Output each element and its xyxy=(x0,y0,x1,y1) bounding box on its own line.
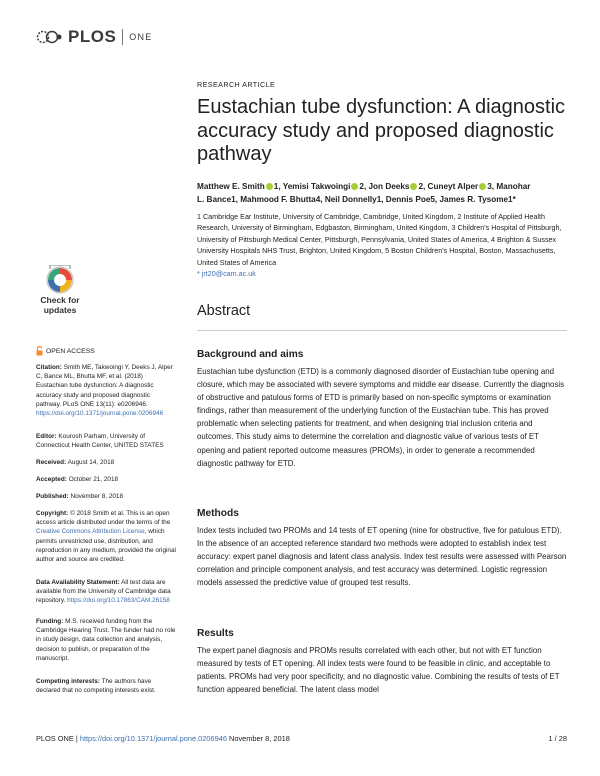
section-text-background: Eustachian tube dysfunction (ETD) is a commonly diagnosed disorder of Eustachian tube opening and closure, which may be associated with severe symptoms and middle ear disease. Currently the diagnosis of obstructive and patulous forms of ETD is primarily based on non-specific symptoms or examination findings, rather than measurement of the underlying function of the Eustachian tube. This has proved problematic when selecting patients for treatment, and when designing trial inclusion criteria and outcomes. This study aims to determine the correlation and diagnostic value of various tests of ET opening and patient reported outcome measures (PROMs), in order to generate a recommended diagnostic pathway for ETD. xyxy=(197,367,565,468)
received-label: Received: xyxy=(36,459,67,466)
accepted-label: Accepted: xyxy=(36,476,67,483)
section-text-results: The expert panel diagnosis and PROMs results correlated with each other, but not with ET function measured by tests of ET opening. All index tests were found to be feasible in clinic, and acceptable to patients. PROMs had very poor specificity, and no diagnostic value. Combining the results of tests of ET function appeared beneficial. The latent class model xyxy=(197,646,560,695)
authors-part-3: 2, Jon Deeks xyxy=(359,182,410,191)
footer-doi-link[interactable]: https://doi.org/10.1371/journal.pone.0206946 xyxy=(79,734,227,743)
funding-block xyxy=(36,617,176,663)
copyright-text-2: , which permits unrestricted use, distribution, and reproduction in any medium, provided the original author and source are credited. xyxy=(36,528,176,564)
page-number: 1 / 28 xyxy=(548,734,567,743)
open-access-text: OPEN ACCESS xyxy=(46,347,95,355)
funding-text: M.S. received funding from the Cambridge Hearing Trust. The funder had no role in study design, data collection and analysis, decision to publish, or preparation of the manuscript. xyxy=(36,618,176,662)
editor-block xyxy=(36,432,176,450)
authors-part-4: 2, Cuneyt Alper xyxy=(418,182,479,191)
abstract-divider xyxy=(197,330,567,331)
logo-journal: ONE xyxy=(129,32,153,42)
check-for-updates-badge[interactable] xyxy=(36,265,84,313)
plos-one-logo xyxy=(36,26,152,48)
editor-label: Editor: xyxy=(36,433,57,440)
orcid-icon[interactable] xyxy=(479,183,486,190)
section-heading-results: Results xyxy=(197,628,234,639)
editor-text: Kourosh Parham, University of Connecticut Health Center, UNITED STATES xyxy=(36,433,164,450)
accepted-block xyxy=(36,475,176,484)
published-block xyxy=(36,492,176,501)
article-type: RESEARCH ARTICLE xyxy=(197,80,276,89)
footer-citation xyxy=(36,734,290,743)
copyright-text-1: © 2018 Smith et al. This is an open access article distributed under the terms of the xyxy=(36,510,171,527)
footer-journal: PLOS ONE xyxy=(36,734,74,743)
cc-license-link[interactable]: Creative Commons Attribution License xyxy=(36,528,145,536)
received-date: August 14, 2018 xyxy=(67,459,115,466)
competing-interests-text: The authors have declared that no competing interests exist. xyxy=(36,678,156,695)
article-title: Eustachian tube dysfunction: A diagnostic accuracy study and proposed diagnostic pathway xyxy=(197,96,566,165)
plos-rings-icon xyxy=(36,26,64,48)
authors-part-2: 1, Yemisi Takwoingi xyxy=(273,182,351,191)
open-access-label xyxy=(36,346,95,356)
section-text-methods: Index tests included two PROMs and 14 tests of ET opening (nine for obstructive, five for patulous ETD). In the absence of an accepted reference standard two methods were adopted to establish index test accuracy: expert panel diagnosis and latent class analysis. Index test results were assessed with Pearson correlation and principle component analysis, and test accuracy was determined. Logistic regression models assessed the predictive value of grouped test results. xyxy=(197,526,567,588)
check-for-label: Check for xyxy=(40,295,80,305)
open-lock-icon xyxy=(36,346,43,356)
data-availability-label: Data Availability Statement: xyxy=(36,579,120,586)
accepted-date: October 21, 2018 xyxy=(68,476,119,483)
published-date: November 8, 2018 xyxy=(70,493,124,500)
received-block xyxy=(36,458,176,467)
footer-separator: | xyxy=(75,734,78,743)
citation-block xyxy=(36,363,176,418)
copyright-label: Copyright: xyxy=(36,510,69,517)
section-heading-background: Background and aims xyxy=(197,349,304,360)
updates-label: updates xyxy=(43,305,77,315)
competing-interests-block xyxy=(36,677,176,695)
published-label: Published: xyxy=(36,493,69,500)
authors-part-1: Matthew E. Smith xyxy=(197,182,265,191)
data-availability-block xyxy=(36,578,176,606)
citation-text: Smith ME, Takwoingi Y, Deeks J, Alper C, Bance ML, Bhutta MF, et al. (2018) Eustachian tube dysfunction: A diagnostic accuracy study and proposed diagnostic pathway. PLoS ONE 13(11): e0206946. xyxy=(36,364,173,408)
corresponding-email-link[interactable]: * jrt20@cam.ac.uk xyxy=(197,269,256,278)
authors-part-5: 3, Manohar xyxy=(487,182,531,191)
authors-line-2: L. Bance1, Mahmood F. Bhutta4, Neil Donnelly1, Dennis Poe5, James R. Tysome1* xyxy=(197,194,516,204)
funding-label: Funding: xyxy=(36,618,64,625)
citation-doi-link[interactable]: https://doi.org/10.1371/journal.pone.0206946 xyxy=(36,410,164,418)
logo-separator xyxy=(122,29,123,45)
abstract-heading: Abstract xyxy=(197,303,251,319)
section-heading-methods: Methods xyxy=(197,508,239,519)
citation-label: Citation: xyxy=(36,364,62,371)
data-repository-link[interactable]: https://doi.org/10.17863/CAM.26158 xyxy=(67,597,170,605)
copyright-block xyxy=(36,509,176,564)
author-list xyxy=(197,181,567,206)
logo-plos: PLOS xyxy=(68,27,117,46)
orcid-icon[interactable] xyxy=(266,183,273,190)
page-footer xyxy=(36,734,567,743)
footer-date: November 8, 2018 xyxy=(229,734,290,743)
affiliations: 1 Cambridge Ear Institute, University of Cambridge, Cambridge, United Kingdom, 2 Institute of Applied Health Research, University of Birmingham, Edgbaston, Birmingham, United Kingdom, 3 Children's Hospital of Pittsburgh, University of Pittsburgh Medical Center, Pittsburgh, Pennsylvania, United States of America, 4 Brighton & Sussex University Hospitals NHS Trust, Brighton, United Kingdom, 5 Boston Children's Hospital, Boston, Massachusetts, United States of America xyxy=(197,212,562,267)
orcid-icon[interactable] xyxy=(410,183,417,190)
data-availability-text: All test data are available from the University of Cambridge data repository. xyxy=(36,579,171,605)
orcid-icon[interactable] xyxy=(351,183,358,190)
crossmark-icon xyxy=(36,265,84,295)
competing-interests-label: Competing interests: xyxy=(36,678,100,685)
